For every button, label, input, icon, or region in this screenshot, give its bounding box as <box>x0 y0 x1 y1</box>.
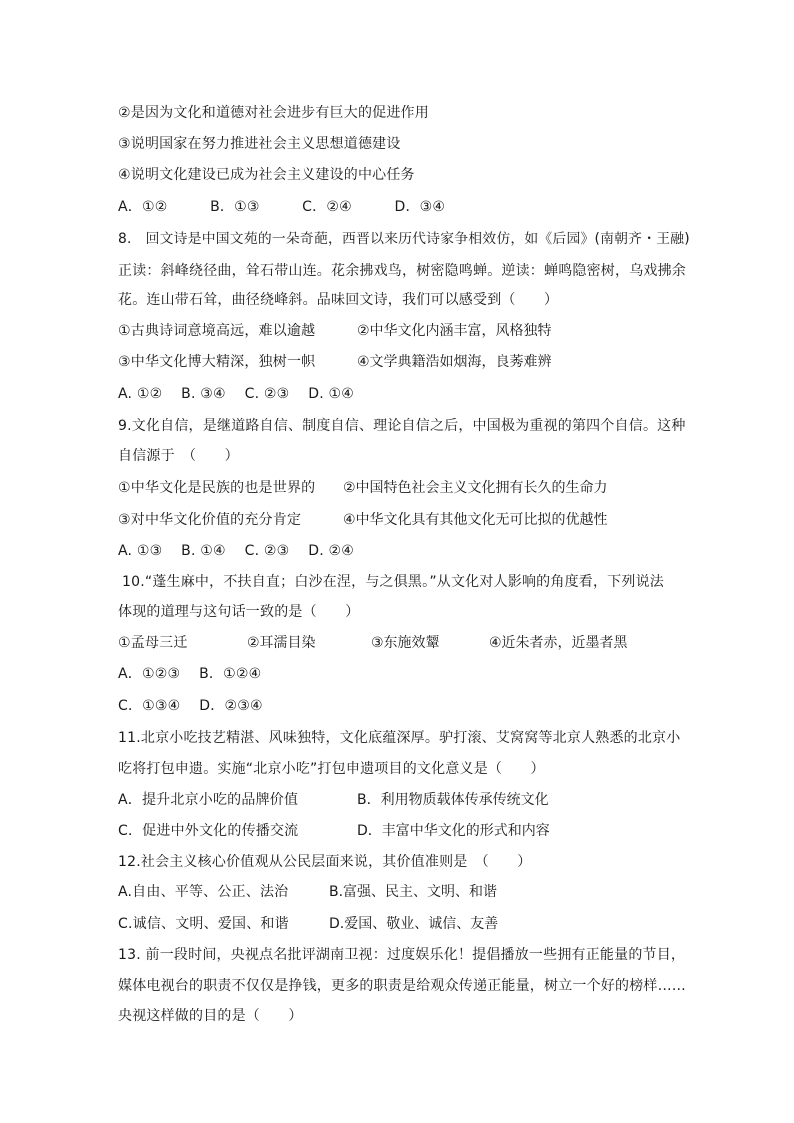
q8-option-3: ③中华文化博大精深，独树一帜 <box>118 354 316 370</box>
q7-option-3: ③说明国家在努力推进社会主义思想道德建设 <box>118 136 401 152</box>
q8-option-2: ②中华文化内涵丰富，风格独特 <box>357 323 552 339</box>
q10-option-1: ①孟母三迁 <box>118 635 188 651</box>
q12-option-b: B.富强、民主、文明、和谐 <box>329 884 498 900</box>
q8-stem-line-3: 花。连山带石耸，曲径绕峰斜。品味回文诗，我们可以感受到（ ） <box>118 292 559 308</box>
q11-option-c: C．促进中外文化的传播交流 <box>118 823 299 839</box>
q11-option-b: B．利用物质载体传承传统文化 <box>357 792 549 808</box>
q11-stem-line-1: 11.北京小吃技艺精湛、风味独特，文化底蕴深厚。驴打滚、艾窝窝等北京人熟悉的北京小 <box>118 730 681 746</box>
q10-option-4: ④近朱者赤，近墨者黑 <box>489 635 628 651</box>
q11-option-a: A．提升北京小吃的品牌价值 <box>118 792 299 808</box>
q12-stem: 12.社会主义核心价值观从公民层面来说，其价值准则是 （ ） <box>118 854 532 870</box>
q9-stem-line-2: 自信源于 （ ） <box>118 448 239 464</box>
q12-option-a: A.自由、平等、公正、法治 <box>118 884 289 900</box>
q9-option-1: ①中华文化是民族的也是世界的 <box>118 480 316 496</box>
q7-answer-choices: A．①② B．①③ C．②④ D．③④ <box>118 199 446 215</box>
q10-answer-choices-ab: A．①②③ B．①②④ <box>118 666 262 682</box>
q11-stem-line-2: 吃将打包申遗。实施“北京小吃”打包申遗项目的文化意义是（ ） <box>118 761 545 777</box>
q11-option-d: D．丰富中华文化的形式和内容 <box>357 823 550 839</box>
q9-stem-line-1: 9.文化自信，是继道路自信、制度自信、理论自信之后，中国极为重视的第四个自信。这种 <box>118 418 686 434</box>
q10-stem-line-1: 10.“蓬生麻中，不扶自直；白沙在涅，与之俱黑。”从文化对人影响的角度看，下列说法 <box>122 574 664 590</box>
q12-option-c: C.诚信、文明、爱国、和谐 <box>118 916 289 932</box>
q10-stem-line-2: 体现的道理与这句话一致的是（ ） <box>118 604 360 620</box>
q12-option-d: D.爱国、敬业、诚信、友善 <box>329 916 499 932</box>
q8-option-4: ④文学典籍浩如烟海，良莠难辨 <box>357 354 552 370</box>
q9-option-3: ③对中华文化价值的充分肯定 <box>118 512 302 528</box>
q13-stem-line-3: 央视这样做的目的是（ ） <box>118 1008 303 1024</box>
q9-option-2: ②中国特色社会主义文化拥有长久的生命力 <box>343 480 608 496</box>
q7-option-4: ④说明文化建设已成为社会主义建设的中心任务 <box>118 167 415 183</box>
q10-option-2: ②耳濡目染 <box>247 635 316 651</box>
q9-option-4: ④中华文化具有其他文化无可比拟的优越性 <box>343 512 608 528</box>
q8-stem-line-1: 8. 回文诗是中国文苑的一朵奇葩，西晋以来历代诗家争相效仿，如《后园》(南朝齐・王融) <box>118 231 690 247</box>
q10-answer-choices-cd: C．①③④ D．②③④ <box>118 698 263 714</box>
q10-option-3: ③东施效颦 <box>371 635 440 651</box>
q13-stem-line-2: 媒体电视台的职责不仅仅是挣钱，更多的职责是给观众传递正能量，树立一个好的榜样…… <box>118 978 686 994</box>
q8-option-1: ①古典诗词意境高远，难以逾越 <box>118 323 316 339</box>
q13-stem-line-1: 13. 前一段时间，央视点名批评湖南卫视：过度娱乐化！提倡播放一些拥有正能量的节目， <box>118 947 686 963</box>
q8-answer-choices: A. ①② B. ③④ C. ②③ D. ①④ <box>118 386 355 402</box>
q8-stem-line-2: 正读：斜峰绕径曲，耸石带山连。花余拂戏鸟，树密隐鸣蝉。逆读：蝉鸣隐密树，乌戏拂余 <box>118 263 686 279</box>
q9-answer-choices: A. ①③ B. ①④ C. ②③ D. ②④ <box>118 543 355 559</box>
q7-option-2: ②是因为文化和道德对社会进步有巨大的促进作用 <box>118 105 429 121</box>
